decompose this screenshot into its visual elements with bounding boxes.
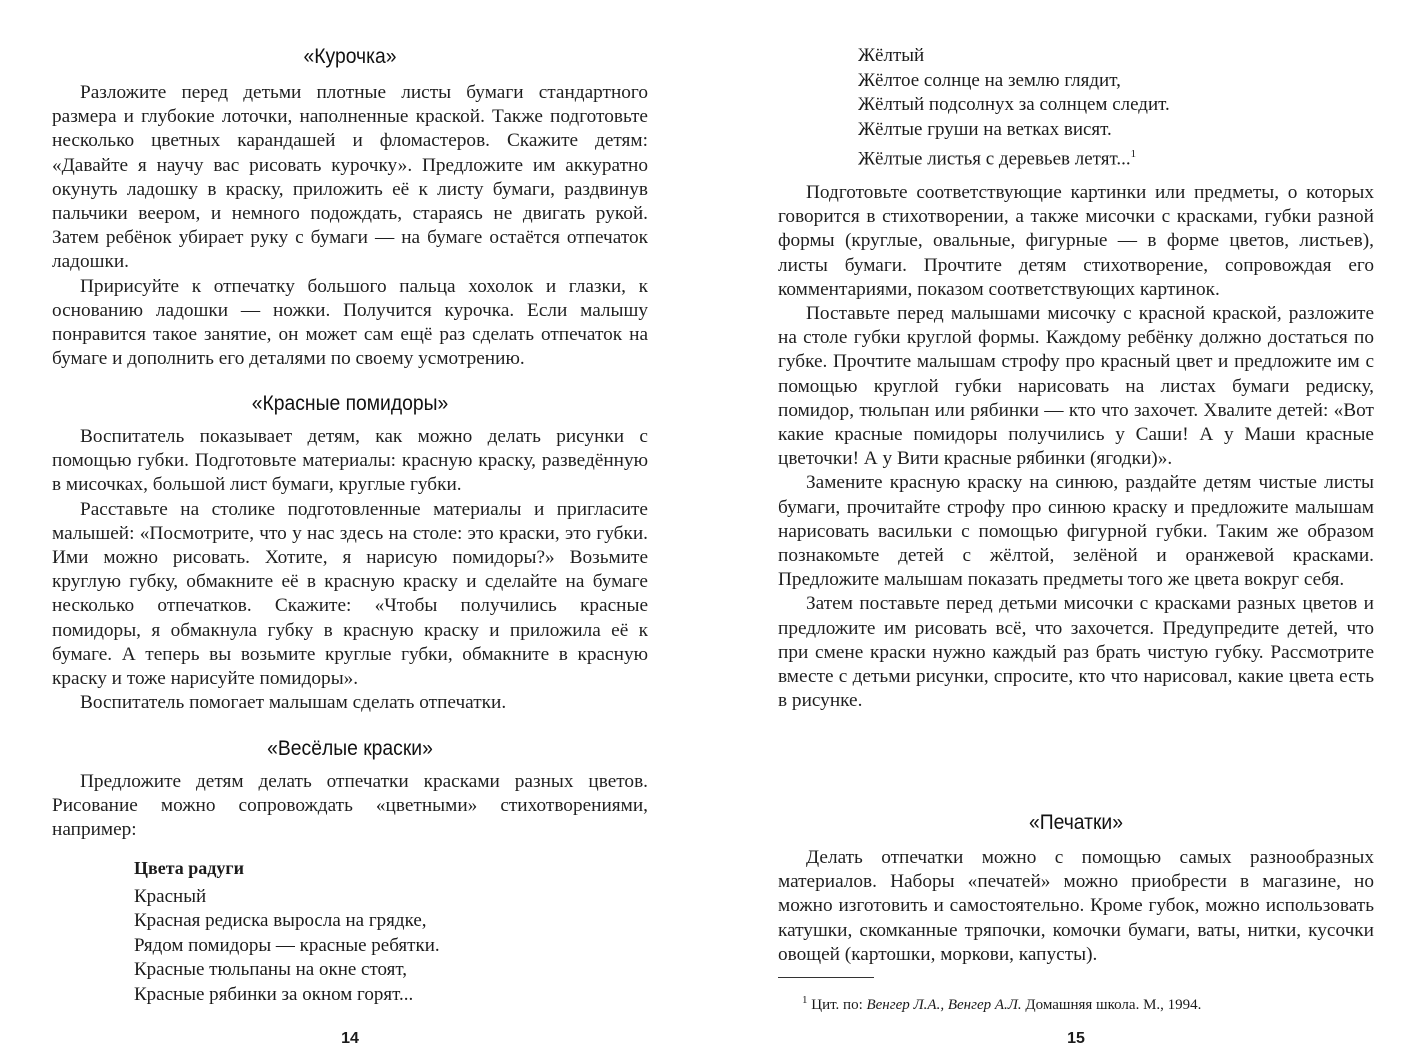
left-page [52,0,648,1045]
section-title: «Весёлые краски» [267,737,433,760]
paragraph: Пририсуйте к отпечатку большого пальца хохолок и глазки, к основанию ладошки — ножки. Получится курочка. Если малышу понравится такое занятие, он может сам ещё раз сделать отпечаток на бумаге и дополнить его деталями по своему усмотрению. [52,275,648,370]
page-number: 15 [1067,1030,1085,1047]
footnote-source: Домашняя школа. М., 1994. [1021,997,1202,1013]
poem-line: Красные рябинки за окном горят... [134,983,414,1005]
footnote-number: 1 [802,994,808,1006]
paragraph: Разложите перед детьми плотные листы бумаги стандартного размера и глубокие лоточки, наполненные краской. Также подготовьте несколько цветных карандашей и фломастеров. Скажите детям: «Давайте я научу вас рисовать курочку». Предложите им аккуратно окунуть ладошку в краску, приложить её к листу бумаги, раздвинув пальчики веером, и немного подождать, стараясь не двигать рукой. Затем ребёнок убирает руку с бумаги — на бумаге остаётся отпечаток ладошки. [52,82,648,273]
footnote [802,990,1201,1015]
paragraph: Воспитатель показывает детям, как можно делать рисунки с помощью губки. Подготовьте материалы: красную краску, разведённую в мисочках, большой лист бумаги, круглые губки. [52,426,648,496]
poem-line: Жёлтые груши на ветках висят. [858,118,1112,140]
poem-line: Рядом помидоры — красные ребятки. [134,934,440,956]
footnote-marker: 1 [1130,148,1137,160]
paragraph: Предложите детям делать отпечатки красками разных цветов. Рисование можно сопровождать «цветными» стихотворениями, например: [52,771,648,841]
poem-continuation [858,44,1170,172]
paragraph: Затем поставьте перед детьми мисочки с красками разных цветов и предложите им рисовать всё, что захочется. Предупредите детей, что при смене краски нужно каждый раз брать чистую губку. Рассмотрите вместе с детьми рисунки, спросите, кто что нарисовал, какие цвета есть в рисунке. [778,593,1374,712]
paragraph: Подготовьте соответствующие картинки или предметы, о которых говорится в стихотворении, а также мисочки с красками, губки разной формы (круглые, овальные, фигурные — в форме цветов, листьев), листы бумаги. Прочтите детям стихотворение, сопровождая его комментариями, показом соответствующих картинок. [778,182,1374,300]
paragraph: Замените красную краску на синюю, раздайте детям чистые листы бумаги, прочитайте строфу про синюю краску и предложите малышам нарисовать васильки с помощью фигурной губки. Таким же образом познакомьте детей с жёлтой, зелёной и оранжевой красками. Предложите малышам показать предметы того же цвета вокруг себя. [778,472,1374,591]
section-krasnye-pomidory [52,389,648,715]
page-number: 14 [341,1030,359,1047]
body-text [778,181,1374,713]
paragraph: Поставьте перед малышами мисочку с красной краской, разложите на столе губки круглой формы. Каждому ребёнку должно достаться по губке. Прочтите малышам строфу про красный цвет и предложите им с помощью круглой губки нарисовать на листах бумаги редиску, помидор, тюльпан или рябинки — кто что захочет. Хвалите детей: «Вот какие красные помидоры получились у Саши! А у Маши красные цветочки! А у Вити красные рябинки (ягодки)». [778,303,1374,470]
section-veselye-kraski [52,734,648,1007]
poem-line-text: Жёлтые листья с деревьев летят... [858,148,1131,170]
poem-line: Красные тюльпаны на окне стоят, [134,959,408,981]
poem [134,855,648,1008]
poem-title: Цвета радуги [134,857,244,878]
right-page [778,0,1374,1045]
footnote-divider [778,977,874,978]
paragraph: Расставьте на столике подготовленные материалы и пригласите малышей: «Посмотрите, что у нас здесь на столе: это краски, это губки. Ими можно рисовать. Хотите, я нарисую помидоры?» Возьмите круглую губку, обмакните её в красную краску и сделайте на бумаге несколько отпечатков. Скажите: «Чтобы получились красные помидоры, я обмакнула губку в красную краску и приложила её к бумаге. А теперь вы возьмите круглые губки, обмакните в красную краску и тоже нарисуйте помидоры». [52,498,648,690]
poem-line: Жёлтый [858,45,925,66]
footnote-authors: Венгер Л.А., Венгер А.Л. [866,997,1022,1013]
poem-line [858,142,1170,172]
poem-line: Жёлтое солнце на землю глядит, [858,69,1121,91]
poem-line: Жёлтый подсолнух за солнцем следит. [858,94,1170,115]
footnote-prefix: Цит. по: [811,997,867,1013]
section-pechatki [778,808,1374,967]
paragraph: Делать отпечатки можно с помощью самых разнообразных материалов. Наборы «печатей» можно приобрести в магазине, но можно изготовить и самостоятельно. Кроме губок, можно использовать катушки, скомканные тряпочки, комочки бумаги, ваты, нитки, кусочки овощей (картошки, моркови, капусты). [778,847,1374,965]
section-title: «Курочка» [303,45,397,68]
poem-line: Красный [134,885,207,907]
section-title: «Красные помидоры» [251,392,449,415]
paragraph: Воспитатель помогает малышам сделать отпечатки. [80,692,507,714]
section-kurochka [52,42,648,371]
section-title: «Печатки» [1029,811,1123,834]
poem-line: Красная редиска выросла на грядке, [134,910,427,932]
